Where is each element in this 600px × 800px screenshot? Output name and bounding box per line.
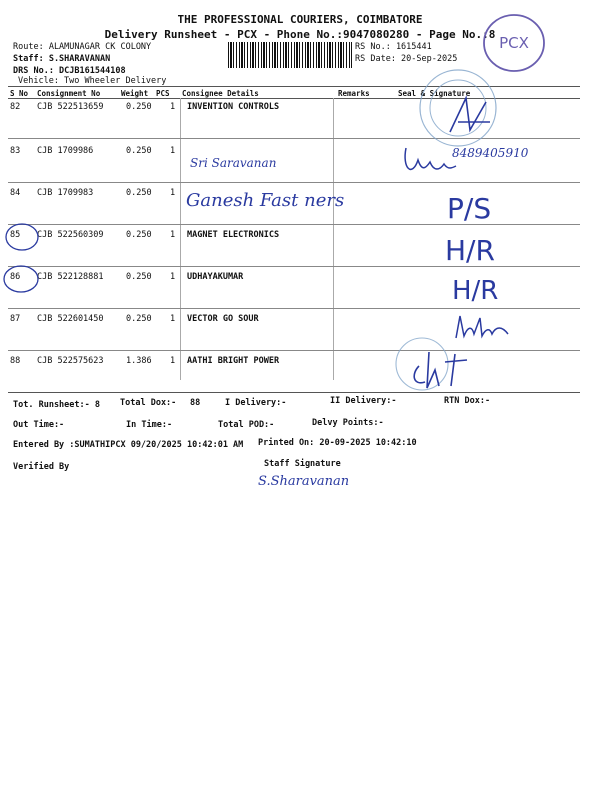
handwritten-sig-86: H/R bbox=[445, 234, 495, 267]
handwritten-sig-87: H/R bbox=[452, 276, 499, 306]
printed-on: Printed On: 20-09-2025 10:42:10 bbox=[258, 438, 417, 448]
signature-88 bbox=[405, 346, 475, 392]
col-sno: S No bbox=[10, 89, 29, 98]
row-consignee: UDHAYAKUMAR bbox=[187, 272, 244, 282]
handwritten-sig-85: P/S bbox=[447, 192, 492, 225]
total-dox-value: 88 bbox=[190, 398, 201, 408]
row-consignee: INVENTION CONTROLS bbox=[187, 102, 280, 112]
row-consignment: CJB 522128881 bbox=[37, 272, 104, 282]
table-bottom-rule bbox=[8, 392, 580, 393]
signature-82 bbox=[440, 92, 500, 140]
col-weight: Weight bbox=[121, 89, 149, 98]
delvy-points: Delvy Points:- bbox=[312, 418, 384, 428]
signature-87b bbox=[452, 308, 516, 342]
vehicle: Vehicle: Two Wheeler Delivery bbox=[18, 76, 167, 86]
row-consignment: CJB 522513659 bbox=[37, 102, 104, 112]
drs-number: DRS No.: DCJB161544108 bbox=[13, 66, 126, 76]
rs-date: RS Date: 20-Sep-2025 bbox=[355, 54, 458, 64]
row-pcs: 1 bbox=[170, 230, 176, 240]
row-consignee: MAGNET ELECTRONICS bbox=[187, 230, 280, 240]
company-title: THE PROFESSIONAL COURIERS, COIMBATORE bbox=[177, 13, 423, 26]
runsheet-title: Delivery Runsheet - PCX - Phone No.:9047080280 - Page No.:8 bbox=[104, 28, 496, 41]
row-weight: 0.250 bbox=[126, 146, 152, 156]
row-consignee: VECTOR GO SOUR bbox=[187, 314, 259, 324]
i-delivery: I Delivery:- bbox=[225, 398, 287, 408]
col-pcs: PCS bbox=[156, 89, 170, 98]
row-weight: 0.250 bbox=[126, 188, 152, 198]
ii-delivery: II Delivery:- bbox=[330, 396, 397, 406]
row-pcs: 1 bbox=[170, 146, 176, 156]
table-row bbox=[8, 352, 580, 394]
row-weight: 0.250 bbox=[126, 314, 152, 324]
entered-by: Entered By :SUMATHIPCX 09/20/2025 10:42:01 AM bbox=[13, 440, 244, 450]
circle-mark-86 bbox=[2, 264, 40, 294]
row-sno: 82 bbox=[10, 102, 21, 112]
row-sno: 85 bbox=[10, 230, 21, 240]
row-pcs: 1 bbox=[170, 314, 176, 324]
row-sno: 84 bbox=[10, 188, 21, 198]
row-divider bbox=[8, 224, 580, 225]
col-consignee: Consignee Details bbox=[182, 89, 259, 98]
out-time: Out Time:- bbox=[13, 420, 65, 430]
rtn-dox: RTN Dox:- bbox=[444, 396, 491, 406]
col-remarks: Remarks bbox=[338, 89, 370, 98]
circle-mark-85 bbox=[4, 222, 40, 252]
in-time: In Time:- bbox=[126, 420, 173, 430]
row-weight: 1.386 bbox=[126, 356, 152, 366]
signature-83 bbox=[400, 138, 460, 186]
staff-signature: S.Sharavanan bbox=[258, 474, 350, 489]
handwritten-phone-83: 8489405910 bbox=[452, 146, 529, 160]
row-weight: 0.250 bbox=[126, 102, 152, 112]
svg-text:PCX: PCX bbox=[499, 34, 529, 52]
row-consignment: CJB 522560309 bbox=[37, 230, 104, 240]
staff: Staff: S.SHARAVANAN bbox=[13, 54, 111, 64]
row-sno: 88 bbox=[10, 356, 21, 366]
row-sno: 83 bbox=[10, 146, 21, 156]
row-pcs: 1 bbox=[170, 272, 176, 282]
col-consignment: Consignment No bbox=[37, 89, 101, 98]
row-weight: 0.250 bbox=[126, 272, 152, 282]
row-consignment: CJB 1709983 bbox=[37, 188, 94, 198]
staff-signature-label: Staff Signature bbox=[264, 459, 341, 469]
row-sno: 87 bbox=[10, 314, 21, 324]
rs-number: RS No.: 1615441 bbox=[355, 42, 432, 52]
handwritten-name-83: Sri Saravanan bbox=[190, 156, 277, 170]
row-weight: 0.250 bbox=[126, 230, 152, 240]
row-consignment: CJB 522575623 bbox=[37, 356, 104, 366]
row-pcs: 1 bbox=[170, 188, 176, 198]
row-sno: 86 bbox=[10, 272, 21, 282]
route: Route: ALAMUNAGAR CK COLONY bbox=[13, 42, 152, 52]
total-pod: Total POD:- bbox=[218, 420, 275, 430]
row-consignment: CJB 1709986 bbox=[37, 146, 94, 156]
row-pcs: 1 bbox=[170, 102, 176, 112]
tot-runsheet: Tot. Runsheet:- 8 bbox=[13, 400, 100, 410]
verified-by: Verified By bbox=[13, 462, 70, 472]
row-divider bbox=[8, 350, 580, 351]
col-seal: Seal & Signature bbox=[398, 89, 471, 98]
total-dox-label: Total Dox:- bbox=[120, 398, 177, 408]
row-consignee: AATHI BRIGHT POWER bbox=[187, 356, 280, 366]
row-consignment: CJB 522601450 bbox=[37, 314, 104, 324]
row-pcs: 1 bbox=[170, 356, 176, 366]
handwritten-name-84: Ganesh Fast ners bbox=[186, 190, 345, 211]
row-divider bbox=[8, 182, 580, 183]
barcode bbox=[228, 42, 352, 68]
